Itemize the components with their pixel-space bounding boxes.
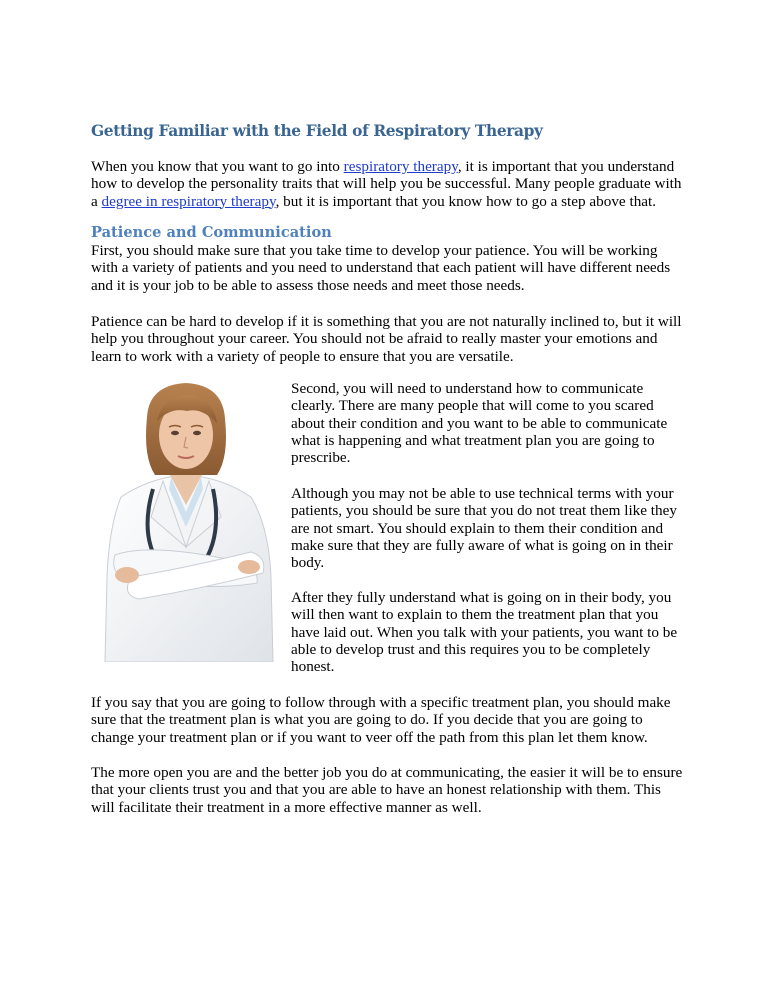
text-line: about their condition and you want to be able to communicate bbox=[291, 414, 668, 432]
text-line: are not smart. You should explain to them their condition and bbox=[291, 519, 664, 537]
intro-paragraph bbox=[91, 158, 681, 210]
intro-text: , but it is important that you know how to go a step above that. bbox=[275, 192, 657, 210]
intro-line-3 bbox=[91, 193, 681, 210]
side-paragraph-trust bbox=[291, 589, 677, 675]
intro-text: , it is important that you understand bbox=[457, 158, 675, 175]
text-line: have laid out. When you talk with your patients, you want to be bbox=[291, 623, 678, 641]
text-line: After they fully understand what is going on in their body, you bbox=[291, 589, 672, 606]
intro-line-2: how to develop the personality traits that will help you be successful. Many people graduate with bbox=[91, 175, 682, 193]
respiratory-therapy-link[interactable]: respiratory therapy bbox=[343, 158, 458, 175]
text-line: help you throughout your career. You should not be afraid to really master your emotions and bbox=[91, 330, 658, 348]
text-line: The more open you are and the better job you do at communicating, the easier it will be to ensure bbox=[91, 764, 683, 781]
text-line: learn to work with a variety of people to ensure that you are versatile. bbox=[91, 347, 514, 365]
text-line: patients, you should be sure that you do not treat them like they bbox=[291, 502, 677, 520]
paragraph-follow-through bbox=[91, 694, 671, 746]
article-title: Getting Familiar with the Field of Respiratory Therapy bbox=[91, 122, 543, 140]
text-line: Patience can be hard to develop if it is something that you are not naturally inclined to, but it will bbox=[91, 313, 682, 330]
degree-link[interactable]: degree in respiratory therapy bbox=[101, 192, 276, 210]
paragraph-patience bbox=[91, 242, 670, 294]
text-line: prescribe. bbox=[291, 449, 351, 467]
text-line: will then want to explain to them the treatment plan that you bbox=[291, 606, 659, 624]
intro-text: a bbox=[91, 192, 102, 210]
section-heading: Patience and Communication bbox=[91, 224, 332, 241]
text-line: body. bbox=[291, 554, 325, 572]
text-line: will facilitate their treatment in a more effective manner as well. bbox=[91, 798, 482, 816]
text-line: Second, you will need to understand how to communicate bbox=[291, 380, 644, 397]
text-line: with a variety of patients and you need to understand that each patient will have different needs bbox=[91, 259, 671, 277]
paragraph-develop bbox=[91, 313, 681, 365]
text-line: Although you may not be able to use technical terms with your bbox=[291, 485, 674, 502]
text-line: clearly. There are many people that will come to you scared bbox=[291, 397, 654, 415]
text-line: able to develop trust and this requires you to be completely bbox=[291, 640, 651, 658]
side-paragraph-communicate bbox=[291, 380, 667, 466]
intro-line-1 bbox=[91, 158, 681, 175]
text-line: and it is your job to be able to assess those needs and meet those needs. bbox=[91, 276, 525, 294]
text-line: what is happening and what treatment plan you are going to bbox=[291, 431, 655, 449]
text-line: honest. bbox=[291, 658, 335, 676]
text-line: If you say that you are going to follow through with a specific treatment plan, you should make bbox=[91, 694, 671, 711]
side-paragraph-technical bbox=[291, 485, 677, 571]
text-line: make sure that they are fully aware of what is going on in their bbox=[291, 536, 673, 554]
intro-text: When you know that you want to go into bbox=[91, 158, 344, 175]
text-line: First, you should make sure that you take time to develop your patience. You will be working bbox=[91, 242, 658, 259]
paragraph-open bbox=[91, 764, 682, 816]
text-line: that your clients trust you and that you are able to have an honest relationship with them. This bbox=[91, 781, 661, 799]
text-line: change your treatment plan or if you want to veer off the path from this plan let them know. bbox=[91, 728, 648, 746]
doctor-photo bbox=[91, 377, 281, 662]
text-line: sure that the treatment plan is what you are going to do. If you decide that you are going to bbox=[91, 711, 643, 729]
